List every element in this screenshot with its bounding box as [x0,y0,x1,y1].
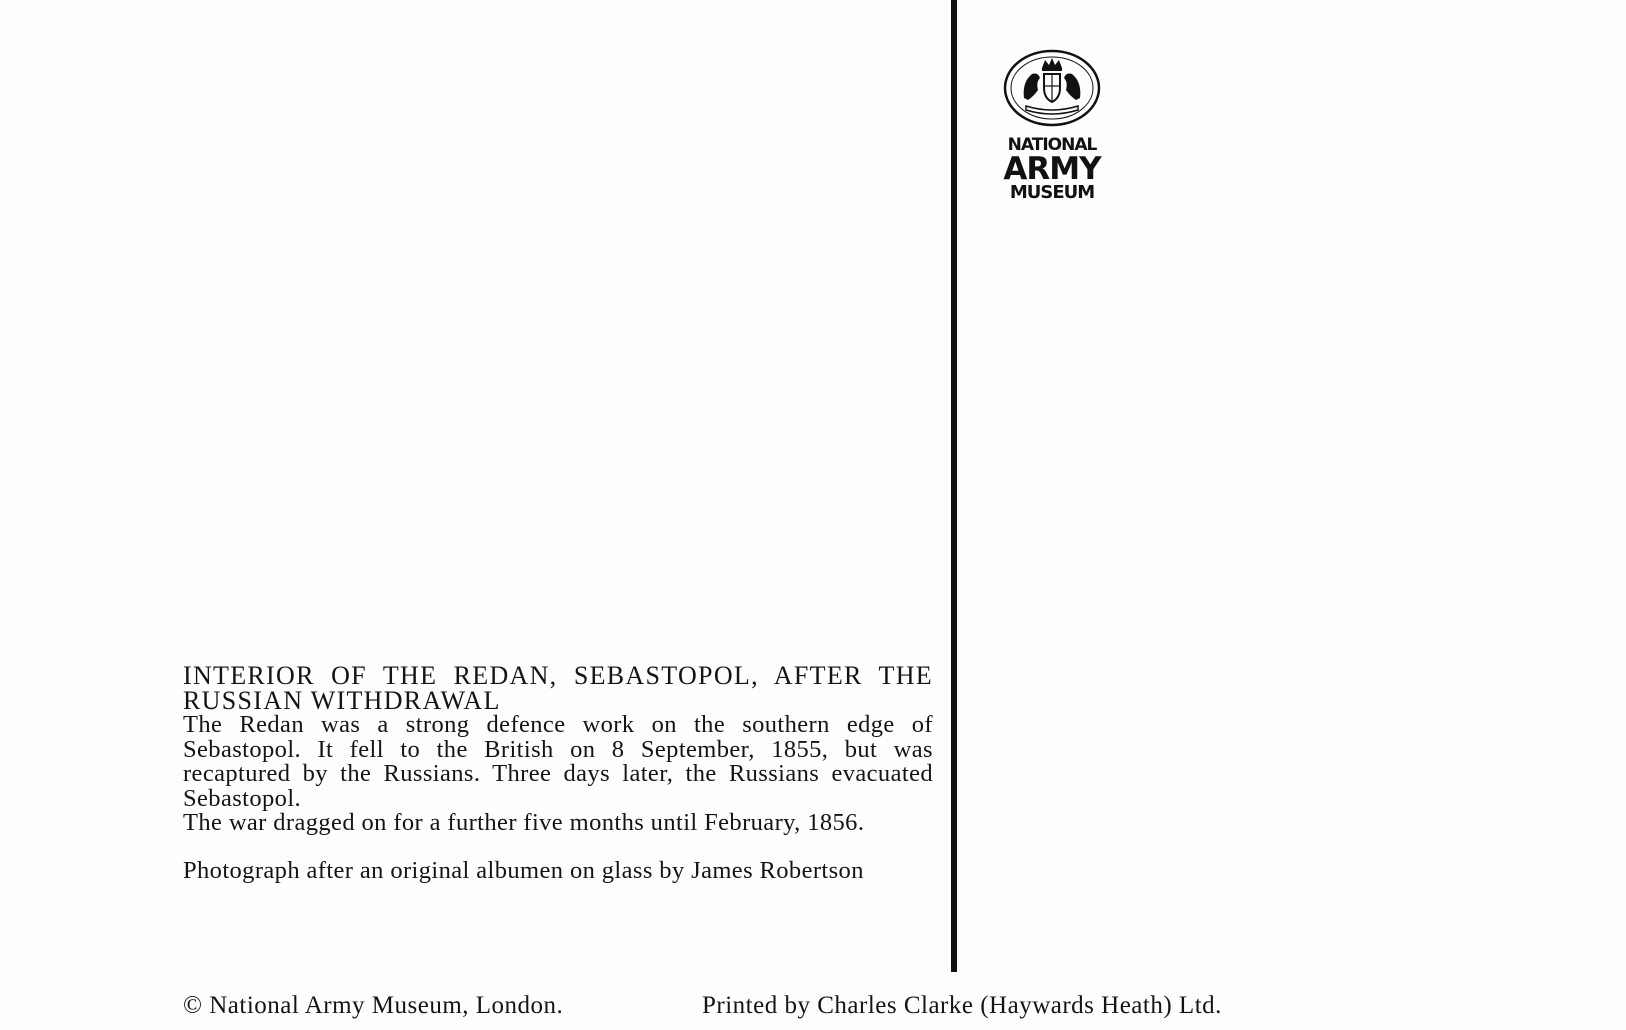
wordmark-line-3: MUSEUM [1009,182,1095,203]
photo-credit: Photograph after an original albumen on glass by James Robertson [183,856,864,884]
museum-logo [1001,48,1103,202]
copyright-notice: © National Army Museum, London. [183,992,564,1019]
center-divider [951,0,957,972]
printer-credit: Printed by Charles Clarke (Haywards Heath) Ltd. [702,992,1222,1019]
museum-wordmark [1001,136,1103,202]
spacer [183,836,933,859]
footer [183,990,1313,1022]
royal-crest-icon [1002,48,1102,128]
caption-title: INTERIOR OF THE REDAN, SEBASTOPOL, AFTER THE RUSSIAN WITHDRAWAL [183,661,933,715]
caption-paragraph-2: The war dragged on for a further five months until February, 1856. [183,809,865,836]
wordmark-line-2: ARMY [1003,151,1101,187]
wordmark-line-1: NATIONAL [1007,135,1097,155]
caption-paragraph-1: The Redan was a strong defence work on the southern edge of Sebastopol. It fell to the British on 8 September, 1855, but was recaptured by the Russians. Three days later, the Russians evacuated Sebastopol. [183,711,933,812]
caption-block [183,663,933,883]
